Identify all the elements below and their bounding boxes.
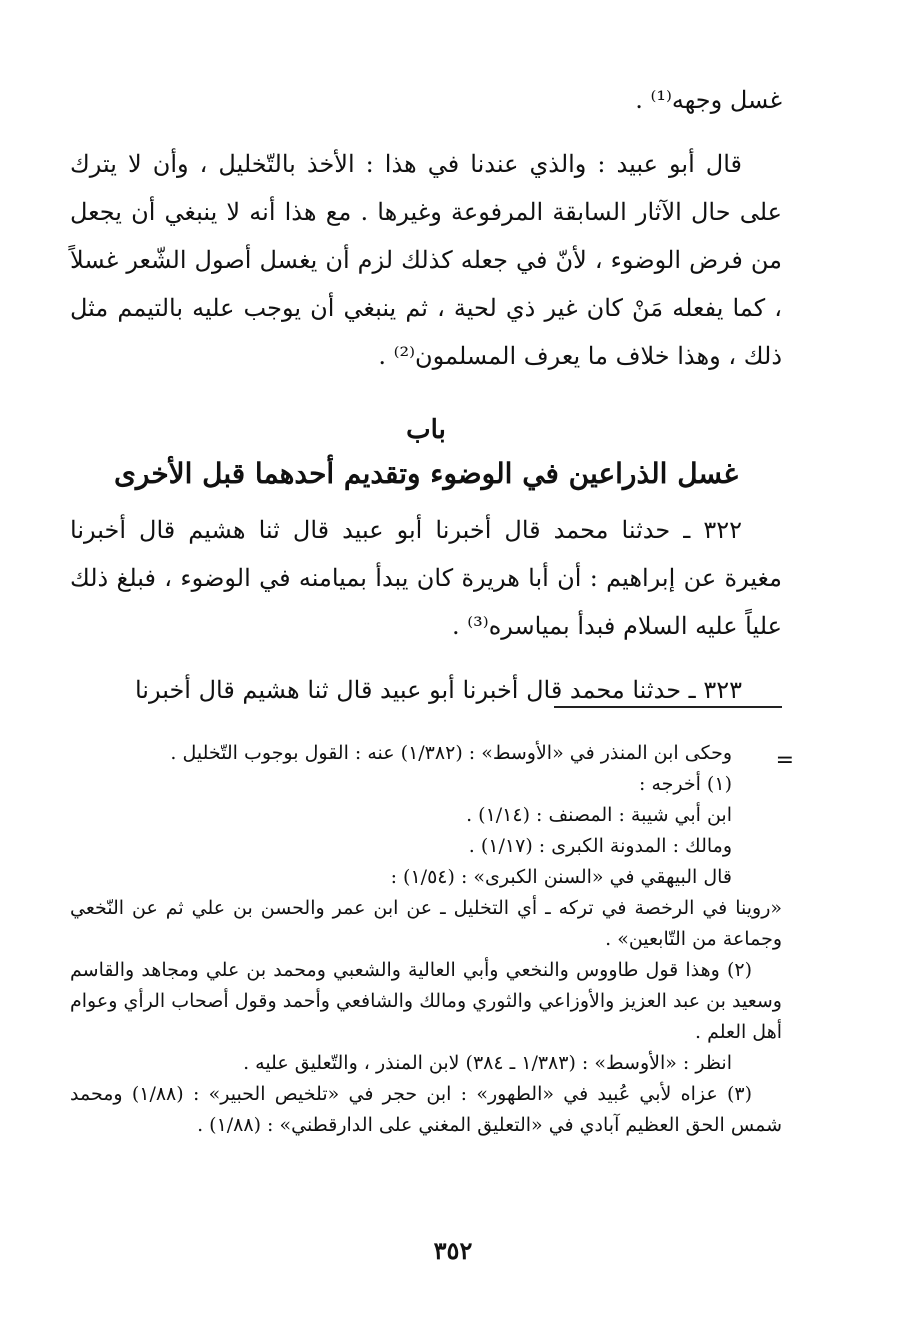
footnote-2-see: انظر : «الأوسط» : (١/٣٨٣ ـ ٣٨٤) لابن المنذر ، والتّعليق عليه . <box>243 1052 732 1074</box>
page-number: ٣٥٢ <box>433 1236 473 1265</box>
commentary-paragraph: قال أبو عبيد : والذي عندنا في هذا : الأخذ بالتّخليل ، وأن لا يترك على حال الآثار السابقة المرفوعة وغيرها . مع هذا أنه لا ينبغي أن يجعل من فرض الوضوء ، لأنّ في جعله كذلك لزم أن يغسل أصول الشّعر غسلاً ، كما يفعله مَنْ كان غير ذي لحية ، ثم ينبغي أن يوجب عليه بالتيمم مثل ذلك ، وهذا خلاف ما يعرف المسلمون⁽²⁾ . <box>70 150 782 370</box>
footnote-3: (٣) عزاه لأبي عُبيد في «الطهور» : ابن حجر في «تلخيص الحبير» : (١/٨٨) ومحمد شمس الحق العظيم آبادي في «التعليق المغني على الدارقطني» : (١/٨٨) . <box>70 1083 782 1136</box>
footnote-divider <box>554 706 782 708</box>
footnote-1-source-c: قال البيهقي في «السنن الكبرى» : (١/٥٤) : <box>390 866 732 888</box>
footnote-continuation-mark: = <box>775 748 794 773</box>
hadith-322: ٣٢٢ ـ حدثنا محمد قال أخبرنا أبو عبيد قال ثنا هشيم قال أخبرنا مغيرة عن إبراهيم : أن أبا هريرة كان يبدأ بميامنه في الوضوء ، فبلغ ذلك علياً عليه السلام فبدأ بمياسره⁽³⁾ . <box>70 516 782 640</box>
main-line-1: غسل وجهه⁽¹⁾ . <box>635 86 782 114</box>
footnote-1-quote: «روينا في الرخصة في تركه ـ أي التخليل ـ عن ابن عمر والحسن بن علي ثم عن النّخعي وجماعة من التّابعين» . <box>70 897 782 950</box>
main-text <box>70 76 782 714</box>
chapter-label: باب <box>406 415 446 445</box>
footnote-continued: وحكى ابن المنذر في «الأوسط» : (١/٣٨٢) عنه : القول بوجوب التّخليل . <box>170 742 732 764</box>
footnotes <box>70 738 782 1141</box>
footnote-2: (٢) وهذا قول طاووس والنخعي وأبي العالية والشعبي ومحمد بن علي ومجاهد والقاسم وسعيد بن عبد العزيز والأوزاعي والثوري ومالك والشافعي وأحمد وقول أصحاب الرأي وعوام أهل العلم . <box>70 959 782 1043</box>
hadith-323: ٣٢٣ ـ حدثنا محمد قال أخبرنا أبو عبيد قال ثنا هشيم قال أخبرنا <box>134 676 742 704</box>
footnote-1-source-a: ابن أبي شيبة : المصنف : (١/١٤) . <box>466 804 732 826</box>
footnote-1-source-b: ومالك : المدونة الكبرى : (١/١٧) . <box>468 835 732 857</box>
footnote-1-head: (١) أخرجه : <box>639 773 732 795</box>
chapter-title: غسل الذراعين في الوضوء وتقديم أحدهما قبل الأخرى <box>113 457 739 490</box>
